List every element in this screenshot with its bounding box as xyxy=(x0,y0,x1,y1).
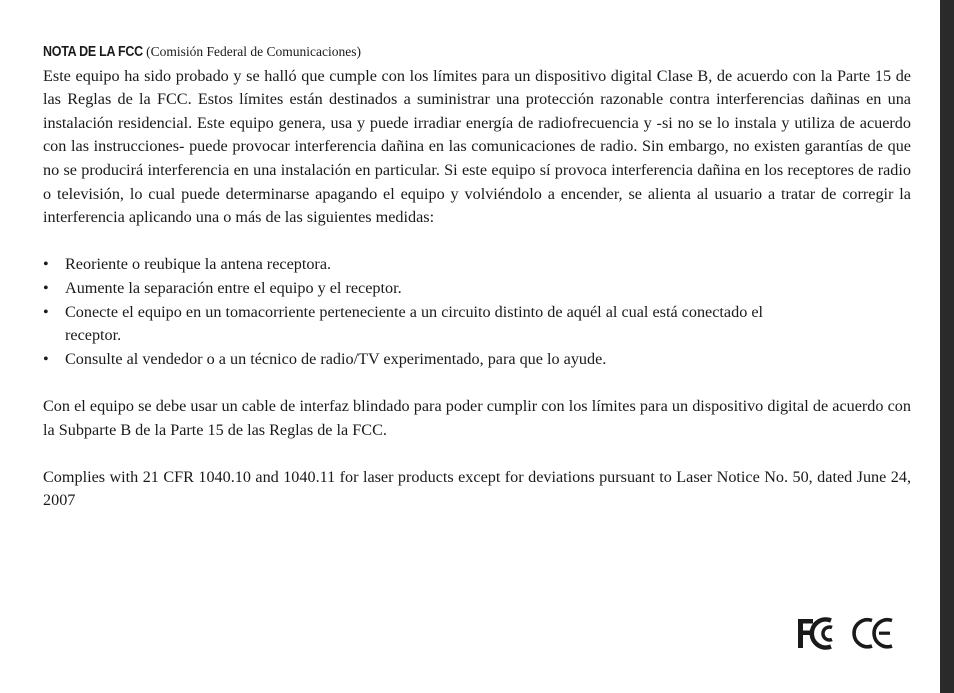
list-item-text: Conecte el equipo en un tomacorriente perteneciente a un circuito distinto de aquél al cual está conectado el receptor. xyxy=(65,302,764,345)
notice-title: NOTA DE LA FCC xyxy=(43,44,143,60)
list-item-text: Reoriente o reubique la antena receptora. xyxy=(65,255,332,274)
list-item xyxy=(43,253,803,277)
list-item xyxy=(43,277,803,301)
list-item-text: Consulte al vendedor o a un técnico de radio/TV experimentado, para que lo ayude. xyxy=(65,349,607,368)
bullet-icon: • xyxy=(43,349,49,368)
measures-list xyxy=(43,253,803,371)
paragraph-shielded-cable: Con el equipo se debe usar un cable de interfaz blindado para poder cumplir con los límites para un dispositivo digital de acuerdo con la Subparte B de la Parte 15 de las Reglas de la FCC. xyxy=(43,396,911,439)
list-item xyxy=(43,301,803,348)
paragraph-compliance: Este equipo ha sido probado y se halló que cumple con los límites para un dispositivo digital Clase B, de acuerdo con la Parte 15 de las Reglas de la FCC. Estos límites están destinados a suministrar una protección razonable contra interferencias dañinas en una instalación residencial. Este equipo genera, usa y puede irradiar energía de radiofrecuencia y -si no se lo instala y utiliza de acuerdo con las instrucciones- puede provocar interferencia dañina en las comunicaciones de radio. Sin embargo, no existen garantías de que no se producirá interferencia en una instalación en particular. Si este equipo sí provoca interferencia dañina en los receptores de radio o televisión, lo cual puede determinarse apagando el equipo y volviéndolo a encender, se alienta al usuario a tratar de corregir la interferencia aplicando una o más de las siguientes medidas: xyxy=(43,66,911,227)
certification-marks-svg xyxy=(797,614,897,654)
paragraph-laser-compliance: Complies with 21 CFR 1040.10 and 1040.11 for laser products except for deviations pursuant to Laser Notice No. 50, dated June 24, 2007 xyxy=(43,467,911,510)
bullet-icon: • xyxy=(43,302,49,321)
fcc-logo-icon xyxy=(798,619,832,648)
list-item-text: Aumente la separación entre el equipo y el receptor. xyxy=(65,278,402,297)
certification-logos xyxy=(797,614,897,654)
bullet-icon: • xyxy=(43,255,49,274)
bullet-icon: • xyxy=(43,278,49,297)
fcc-notice xyxy=(43,40,911,513)
list-item xyxy=(43,348,803,372)
spacer xyxy=(43,442,911,466)
page-edge-bar xyxy=(940,0,954,693)
ce-logo-icon xyxy=(854,620,892,647)
notice-subtitle: (Comisión Federal de Comunicaciones) xyxy=(146,44,361,59)
spacer xyxy=(43,371,911,395)
notice-heading xyxy=(43,40,911,65)
